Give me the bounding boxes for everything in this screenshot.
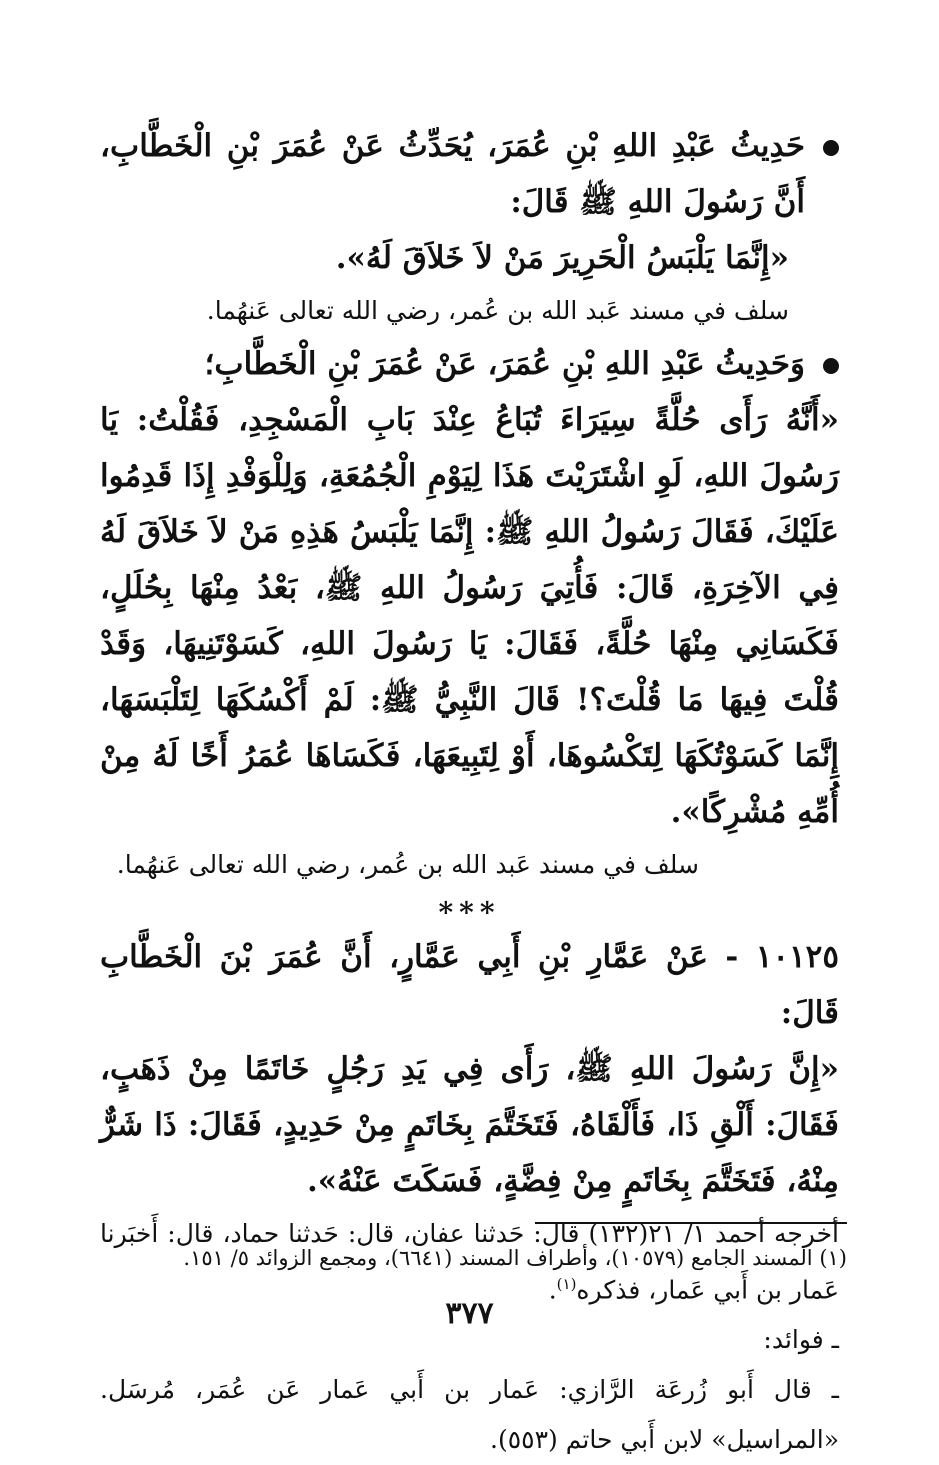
takhrij-end: .	[548, 1275, 557, 1305]
section-separator: ***	[438, 896, 501, 929]
takhrij-text: أخرجه أحمد ١/ ٢١(١٣٢) قال: حَدثنا عفان، قال: حَدثنا حماد، قال: أَخبَرنا عَمار بن أَبي عَمار، فذكره	[100, 1219, 839, 1305]
hadith-entry-1	[100, 118, 839, 230]
cross-reference-note: سلف في مسند عَبد الله بن عُمر، رضي الله تعالى عَنهُما.	[206, 296, 789, 325]
page-number: ٣٧٧	[445, 1296, 494, 1331]
benefits-heading: ـ فوائد:	[763, 1325, 839, 1355]
hadith-number-heading: ١٠١٢٥ - عَنْ عَمَّارِ بْنِ أَبِي عَمَّارٍ، أَنَّ عُمَرَ بْنَ الْخَطَّابِ قَالَ:	[100, 939, 839, 1031]
footnote: (١) المسند الجامع (١٠٥٧٩)، وأطراف المسند (٦٦٤١)، ومجمع الزوائد ٥/ ١٥١.	[183, 1246, 847, 1270]
hadith-text: «إِنَّمَا يَلْبَسُ الْحَرِيرَ مَنْ لاَ خَلاَقَ لَهُ».	[335, 240, 789, 276]
footnote-marker: (١)	[556, 1275, 577, 1293]
hadith-text: «أَنَّهُ رَأَى حُلَّةً سِيَرَاءَ تُبَاعُ عِنْدَ بَابِ الْمَسْجِدِ، فَقُلْتُ: يَا رَسُولَ اللهِ، لَوِ اشْتَرَيْتَ هَذَا لِيَوْمِ الْجُمُعَةِ، وَلِلْوَفْدِ إِذَا قَدِمُوا عَلَيْكَ، فَقَالَ رَسُولُ اللهِ ﷺ: إِنَّمَا يَلْبَسُ هَذِهِ مَنْ لاَ خَلاَقَ لَهُ فِي الآخِرَةِ، قَالَ: فَأُتِيَ رَسُولُ اللهِ ﷺ، بَعْدُ مِنْهَا بِحُلَلٍ، فَكَسَانِي مِنْهَا حُلَّةً، فَقَالَ: يَا رَسُولَ اللهِ، كَسَوْتَنِيهَا، وَقَدْ قُلْتَ فِيهَا مَا قُلْتَ؟! قَالَ النَّبِيُّ ﷺ: لَمْ أَكْسُكَهَا لِتَلْبَسَهَا، إِنَّمَا كَسَوْتُكَهَا لِتَكْسُوهَا، أَوْ لِتَبِيعَهَا، فَكَسَاهَا عُمَرُ أَخًا لَهُ مِنْ أُمِّهِ مُشْرِكًا».	[100, 402, 839, 830]
footnote-divider	[535, 1222, 847, 1224]
cross-reference-note: سلف في مسند عَبد الله بن عُمر، رضي الله تعالى عَنهُما.	[116, 850, 699, 879]
bullet-icon	[823, 358, 839, 374]
bullet-icon	[823, 140, 839, 156]
hadith-heading: وَحَدِيثُ عَبْدِ اللهِ بْنِ عُمَرَ، عَنْ عُمَرَ بْنِ الْخَطَّابِ؛	[204, 346, 805, 382]
benefits-text: ـ قال أَبو زُرعَة الرَّازي: عَمار بن أَبي عَمار عَن عُمَر، مُرسَل. «المراسيل» لابن أَبي حاتم (٥٥٣).	[100, 1375, 839, 1455]
hadith-entry-2	[100, 336, 839, 392]
hadith-text: «إِنَّ رَسُولَ اللهِ ﷺ، رَأَى فِي يَدِ رَجُلٍ خَاتَمًا مِنْ ذَهَبٍ، فَقَالَ: أَلْقِ ذَا، فَأَلْقَاهُ، فَتَخَتَّمَ بِخَاتَمٍ مِنْ حَدِيدٍ، فَقَالَ: ذَا شَرٌّ مِنْهُ، فَتَخَتَّمَ بِخَاتَمٍ مِنْ فِضَّةٍ، فَسَكَتَ عَنْهُ».	[100, 1051, 839, 1199]
hadith-heading: حَدِيثُ عَبْدِ اللهِ بْنِ عُمَرَ، يُحَدِّثُ عَنْ عُمَرَ بْنِ الْخَطَّابِ، أَنَّ رَسُولَ اللهِ ﷺ قَالَ:	[100, 128, 805, 220]
